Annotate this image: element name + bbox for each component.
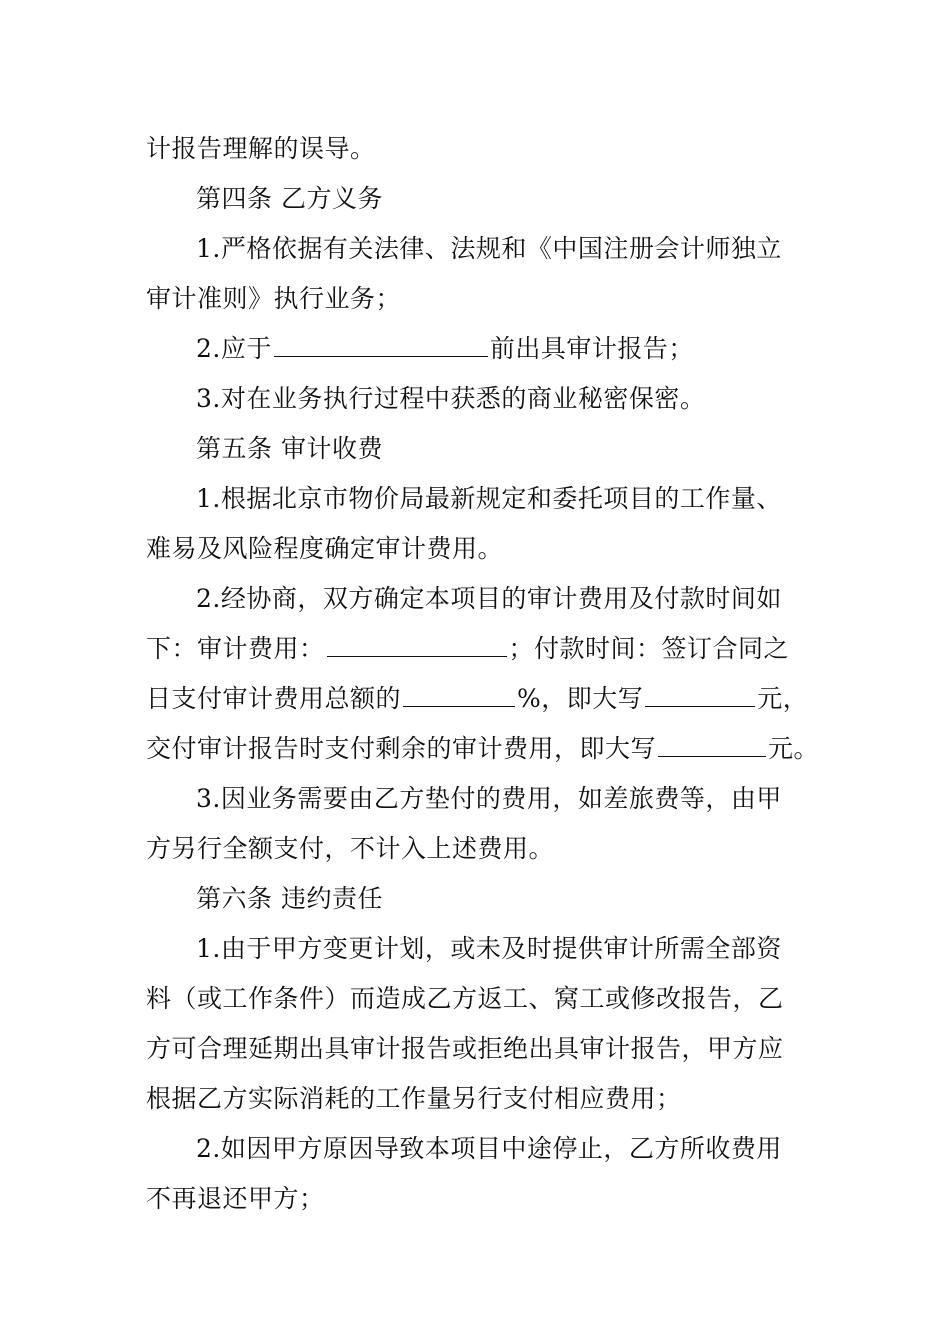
contract-body bbox=[146, 124, 820, 1224]
article-6-heading: 第六条 违约责任 bbox=[196, 884, 383, 913]
paragraph-line: 方可合理延期出具审计报告或拒绝出具审计报告，甲方应 bbox=[146, 1034, 784, 1063]
paragraph-line: 料（或工作条件）而造成乙方返工、窝工或修改报告，乙 bbox=[146, 984, 784, 1013]
report-date-blank bbox=[274, 334, 488, 357]
paragraph-line bbox=[146, 724, 820, 774]
text-segment: 前出具审计报告； bbox=[489, 334, 694, 363]
percentage-blank bbox=[403, 684, 515, 707]
text-segment: 下：审计费用： bbox=[146, 634, 325, 663]
paragraph-line: 1.严格依据有关法律、法规和《中国注册会计师独立 bbox=[196, 234, 782, 263]
paragraph-line: 3.因业务需要由乙方垫付的费用，如差旅费等，由甲 bbox=[196, 784, 782, 813]
paragraph-line: 难易及风险程度确定审计费用。 bbox=[146, 534, 504, 563]
text-segment: %，即大写 bbox=[517, 684, 644, 713]
text-segment: 日支付审计费用总额的 bbox=[146, 684, 402, 713]
article-4-heading: 第四条 乙方义务 bbox=[196, 184, 383, 213]
article-5-heading: 第五条 审计收费 bbox=[196, 434, 383, 463]
text-segment: 元， bbox=[757, 684, 809, 713]
paragraph-line: 1.根据北京市物价局最新规定和委托项目的工作量、 bbox=[196, 484, 782, 513]
audit-fee-blank bbox=[327, 634, 507, 657]
text-segment: 交付审计报告时支付剩余的审计费用，即大写 bbox=[146, 734, 657, 763]
paragraph-line: 不再退还甲方； bbox=[146, 1184, 325, 1213]
paragraph-line bbox=[146, 674, 812, 724]
paragraph-line: 审计准则》执行业务； bbox=[146, 284, 402, 313]
paragraph-line: 计报告理解的误导。 bbox=[146, 134, 376, 163]
paragraph-line: 3.对在业务执行过程中获悉的商业秘密保密。 bbox=[196, 384, 706, 413]
text-segment: ；付款时间：签订合同之 bbox=[508, 634, 790, 663]
paragraph-line: 方另行全额支付，不计入上述费用。 bbox=[146, 834, 555, 863]
paragraph-line: 1.由于甲方变更计划，或未及时提供审计所需全部资 bbox=[196, 934, 782, 963]
paragraph-line bbox=[146, 624, 812, 674]
remaining-amount-blank bbox=[658, 734, 766, 757]
paragraph-line bbox=[146, 324, 812, 374]
paragraph-line: 2.如因甲方原因导致本项目中途停止，乙方所收费用 bbox=[196, 1134, 782, 1163]
amount-in-words-blank bbox=[645, 684, 755, 707]
paragraph-line: 2.经协商，双方确定本项目的审计费用及付款时间如 bbox=[196, 584, 782, 613]
text-segment: 元。 bbox=[768, 734, 820, 763]
text-segment: 2.应于 bbox=[196, 334, 272, 363]
paragraph-line: 根据乙方实际消耗的工作量另行支付相应费用； bbox=[146, 1084, 682, 1113]
